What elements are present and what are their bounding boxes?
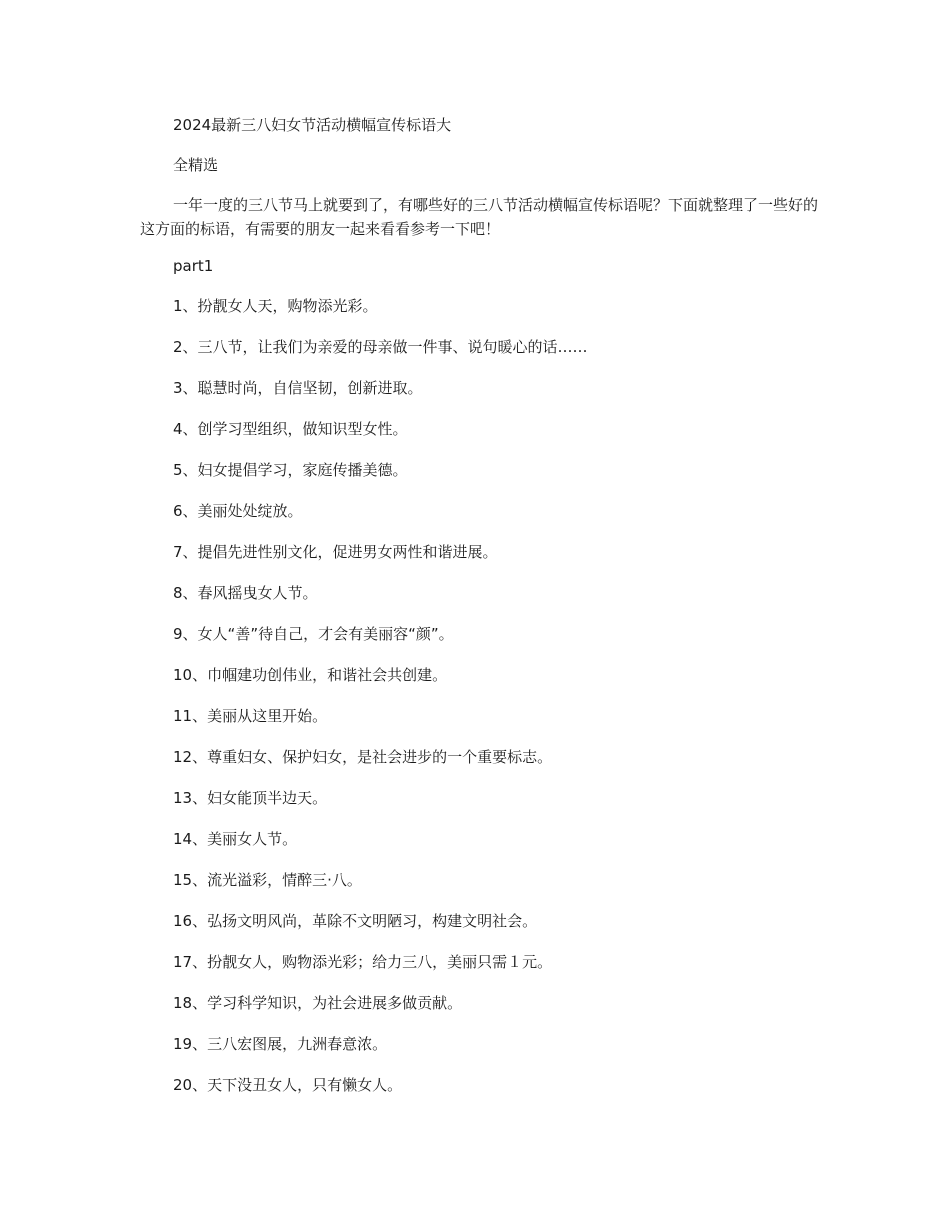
list-item: 2、三八节，让我们为亲爱的母亲做一件事、说句暖心的话……	[173, 338, 588, 356]
list-item: 8、春风摇曳女人节。	[173, 584, 318, 602]
section-heading: part1	[173, 257, 214, 275]
list-item: 16、弘扬文明风尚，革除不文明陋习，构建文明社会。	[173, 912, 538, 930]
list-item: 7、提倡先进性别文化，促进男女两性和谐进展。	[173, 543, 498, 561]
list-item: 1、扮靓女人天，购物添光彩。	[173, 297, 378, 315]
slogan-list	[173, 296, 588, 1116]
list-item: 17、扮靓女人，购物添光彩；给力三八，美丽只需１元。	[173, 953, 553, 971]
list-item: 18、学习科学知识，为社会进展多做贡献。	[173, 994, 463, 1012]
list-item: 3、聪慧时尚，自信坚韧，创新进取。	[173, 379, 423, 397]
intro-paragraph: 一年一度的三八节马上就要到了，有哪些好的三八节活动横幅宣传标语呢？下面就整理了一些好的这方面的标语，有需要的朋友一起来看看参考一下吧！	[140, 196, 819, 238]
list-item: 19、三八宏图展，九洲春意浓。	[173, 1035, 388, 1053]
list-item: 10、巾帼建功创伟业，和谐社会共创建。	[173, 666, 448, 684]
list-item: 20、天下没丑女人，只有懒女人。	[173, 1076, 403, 1094]
list-item: 13、妇女能顶半边天。	[173, 789, 328, 807]
list-item: 11、美丽从这里开始。	[173, 707, 328, 725]
list-item: 14、美丽女人节。	[173, 830, 298, 848]
list-item: 9、女人“善”待自己，才会有美丽容“颜”。	[173, 625, 454, 643]
list-item: 4、创学习型组织，做知识型女性。	[173, 420, 408, 438]
list-item: 5、妇女提倡学习，家庭传播美德。	[173, 461, 408, 479]
list-item: 12、尊重妇女、保护妇女，是社会进步的一个重要标志。	[173, 748, 553, 766]
document-title-line-2: 全精选	[173, 156, 219, 174]
document-title-line-1: 2024最新三八妇女节活动横幅宣传标语大	[173, 116, 452, 134]
list-item: 6、美丽处处绽放。	[173, 502, 303, 520]
list-item: 15、流光溢彩，情醉三·八。	[173, 871, 362, 889]
